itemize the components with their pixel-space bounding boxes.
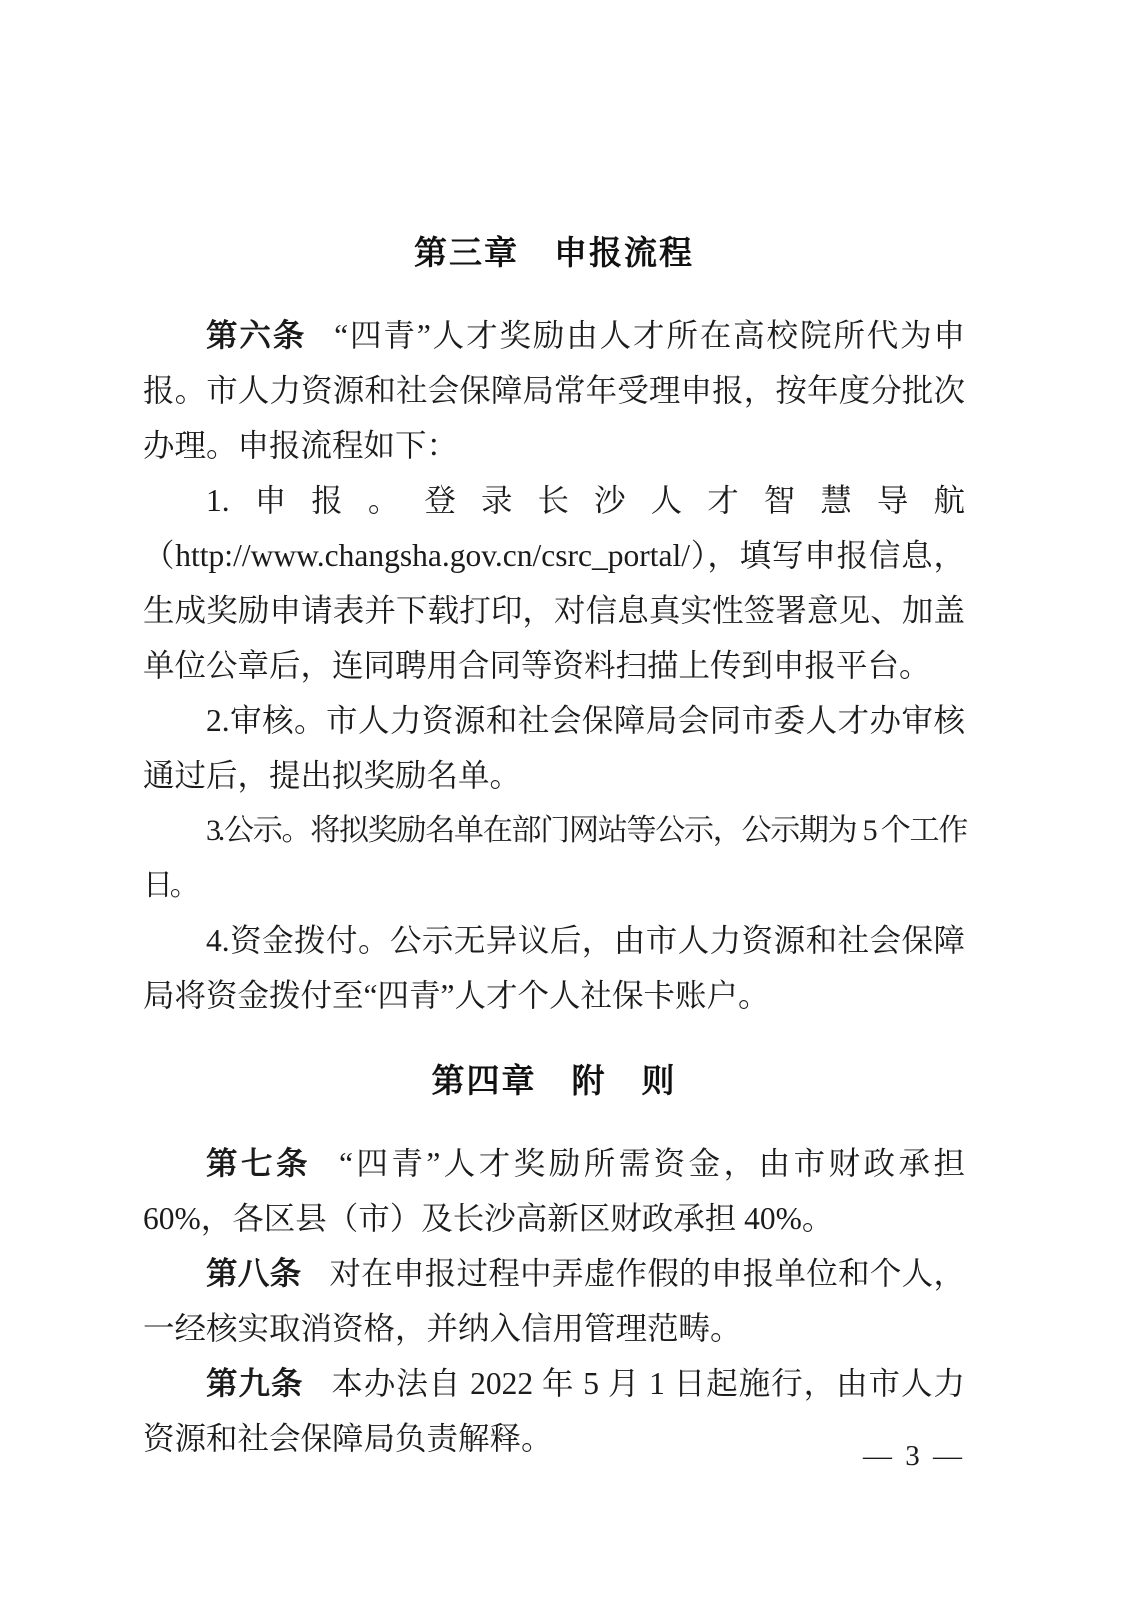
article-6-label: 第六条 <box>206 318 307 353</box>
article-8-label: 第八条 <box>206 1256 302 1291</box>
paragraph-step-3-publicity <box>143 803 965 913</box>
paragraph-step-2-review <box>143 693 965 803</box>
chapter-4-heading: 第四章 附 则 <box>431 1062 677 1099</box>
article-9-label: 第九条 <box>206 1366 304 1401</box>
step-4-text: 4.资金拨付。公示无异议后，由市人力资源和社会保障局将资金拨付至“四青”人才个人社保卡账户。 <box>143 923 965 1013</box>
step-3-text: 3.公示。将拟奖励名单在部门网站等公示，公示期为 5 个工作日。 <box>143 814 965 902</box>
paragraph-step-4-funding <box>143 913 965 1023</box>
document-content <box>143 0 965 1466</box>
step-1-text: 1.申报。登录长沙人才智慧导航（http://www.changsha.gov.cn/csrc_portal/），填写申报信息，生成奖励申请表并下载打印，对信息真实性签署意见、加盖单位公章后，连同聘用合同等资料扫描上传到申报平台。 <box>143 483 965 683</box>
paragraph-article-7 <box>143 1136 965 1246</box>
chapter-3-heading: 第三章 申报流程 <box>414 234 694 271</box>
article-8-text: 对在申报过程中弄虚作假的申报单位和个人，一经核实取消资格，并纳入信用管理范畴。 <box>143 1256 965 1346</box>
article-7-text: “四青”人才奖励所需资金，由市财政承担 60%，各区县（市）及长沙高新区财政承担 40%。 <box>143 1146 965 1236</box>
step-2-text: 2.审核。市人力资源和社会保障局会同市委人才办审核通过后，提出拟奖励名单。 <box>143 703 965 793</box>
article-7-label: 第七条 <box>206 1146 311 1181</box>
page-number: — 3 — <box>863 1440 965 1472</box>
paragraph-article-9 <box>143 1356 965 1466</box>
article-9-text: 本办法自 2022 年 5 月 1 日起施行，由市人力资源和社会保障局负责解释。 <box>143 1366 965 1456</box>
article-6-text: “四青”人才奖励由人才所在高校院所代为申报。市人力资源和社会保障局常年受理申报，按年度分批次办理。申报流程如下： <box>143 318 965 463</box>
paragraph-article-8 <box>143 1246 965 1356</box>
paragraph-step-1-apply <box>143 473 965 693</box>
paragraph-article-6 <box>143 308 965 473</box>
